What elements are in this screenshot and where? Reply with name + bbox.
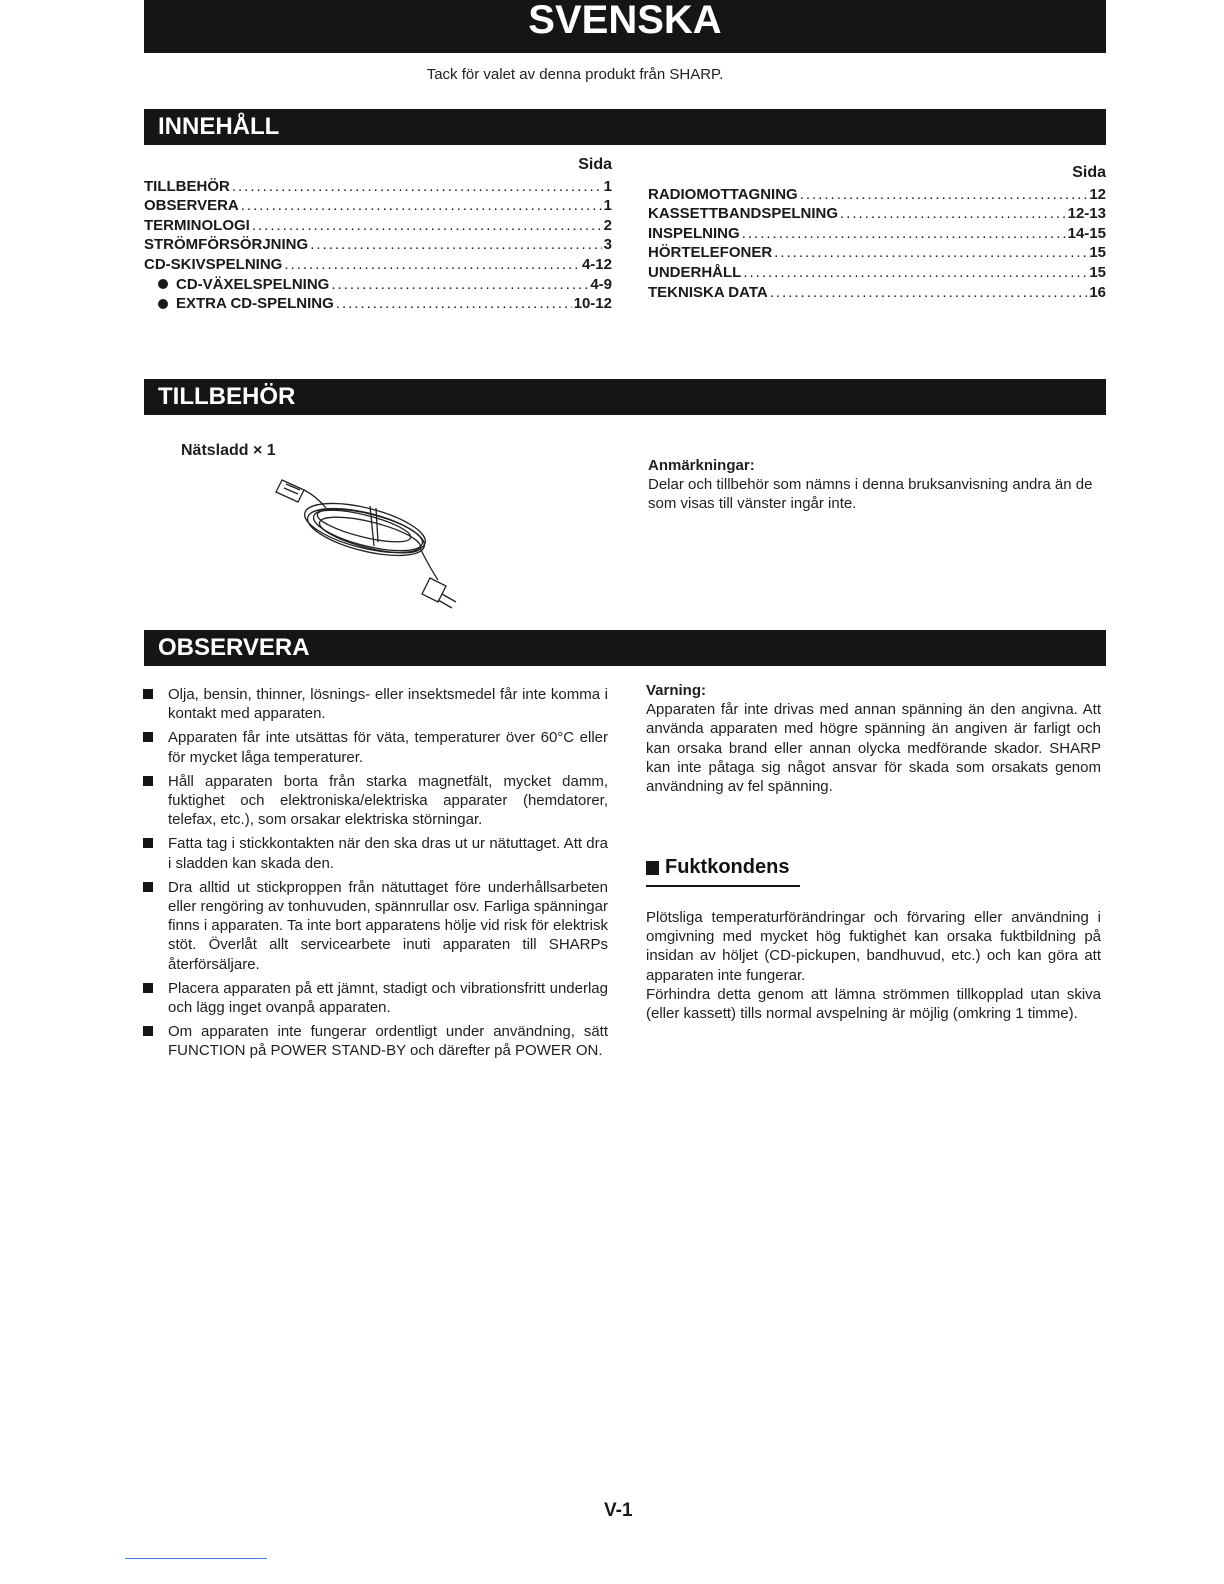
list-item <box>143 878 608 974</box>
toc-entry-text: TERMINOLOGI <box>144 216 250 234</box>
warning-block <box>646 681 1101 796</box>
toc-leader-dots <box>336 294 572 314</box>
list-item <box>143 728 608 766</box>
toc-entry-label <box>648 224 740 244</box>
list-item-text: Apparaten får inte utsättas för väta, temperaturer över 60°C eller för mycket låga temperaturer. <box>168 729 608 766</box>
square-bullet-icon <box>143 689 153 699</box>
toc-right <box>648 163 1106 302</box>
toc-entry-label <box>648 283 768 303</box>
toc-entry <box>648 263 1106 283</box>
square-bullet-icon <box>143 838 153 848</box>
toc-entry <box>144 196 612 216</box>
contents-heading-bar <box>144 109 1106 145</box>
warning-title: Varning: <box>646 682 707 699</box>
toc-entry <box>144 275 612 295</box>
list-item-text: Håll apparaten borta från starka magnetfält, mycket damm, fuktighet och elektroniska/elektriska apparater (hemdatorer, telefax, etc.), som orsakar elektriska störningar. <box>168 772 608 829</box>
toc-leader-dots <box>774 243 1087 263</box>
toc-entry <box>144 216 612 236</box>
list-item-text: Olja, bensin, thinner, lösnings- eller insektsmedel får inte komma i kontakt med apparaten. <box>168 686 608 723</box>
contents-heading: INNEHÅLL <box>158 113 280 140</box>
toc-leader-dots <box>284 255 580 275</box>
square-bullet-icon <box>143 732 153 742</box>
toc-entry <box>648 185 1106 205</box>
list-item <box>143 772 608 830</box>
warning-text: Apparaten får inte drivas med annan spänning än den angivna. Att använda apparaten med högre spänning än angiven är farligt och kan orsaka brand eller annan olycka medförande skador. SHARP kan inte påtaga sig något ansvar för skada som orsakats genom användning av fel spänning. <box>646 701 1101 796</box>
toc-entry-text: RADIOMOTTAGNING <box>648 185 798 203</box>
list-item <box>143 685 608 723</box>
list-item <box>143 1022 608 1060</box>
toc-entry-text: CD-VÄXELSPELNING <box>176 275 330 293</box>
accessory-item: Nätsladd × 1 <box>181 442 276 459</box>
toc-entry-page: 2 <box>603 216 612 234</box>
accessories-heading: TILLBEHÖR <box>158 383 296 410</box>
toc-entry-page: 4-9 <box>590 275 612 293</box>
notes-text: Delar och tillbehör som nämns i denna bruksanvisning andra än de som visas till vänster ingår inte. <box>648 476 1093 513</box>
observe-list <box>143 685 608 1066</box>
list-item <box>143 979 608 1017</box>
toc-entry-label <box>648 185 798 205</box>
toc-leader-dots <box>742 224 1066 244</box>
square-bullet-icon <box>143 1026 153 1036</box>
toc-entry-label <box>648 204 838 224</box>
toc-entry-text: KASSETTBANDSPELNING <box>648 205 839 223</box>
square-bullet-icon <box>143 882 153 892</box>
observe-heading: OBSERVERA <box>158 634 310 661</box>
toc-entry-label <box>144 235 308 255</box>
observe-heading-bar <box>144 630 1106 666</box>
toc-entry-text: TEKNISKA DATA <box>648 283 768 301</box>
toc-leader-dots <box>241 196 602 216</box>
toc-entry-page: 12 <box>1089 185 1106 203</box>
list-item-text: Dra alltid ut stickproppen från nätuttaget före underhållsarbeten eller rengöring av tonhuvuden, spännrullar osv. Farliga spänningar finns i apparaten. Ta inte bort apparatens hölje vid risk för elektrisk stöt. Överlåt allt servicearbete inuti apparaten till SHARPs återförsäljare. <box>168 878 608 973</box>
toc-entry-page: 10-12 <box>573 295 612 313</box>
toc-entry-label <box>144 216 250 236</box>
toc-leader-dots <box>743 263 1087 283</box>
list-item-text: Fatta tag i stickkontakten när den ska dras ut ur nätuttaget. Att dra i sladden kan skada den. <box>168 835 608 872</box>
toc-entry-label <box>144 255 282 275</box>
square-bullet-icon <box>143 983 153 993</box>
toc-entry-label <box>144 177 230 197</box>
toc-entry <box>648 224 1106 244</box>
toc-entry-label <box>144 196 239 216</box>
toc-entry-page: 4-12 <box>581 255 612 273</box>
bullet-icon <box>158 299 168 309</box>
toc-entry-page: 1 <box>603 197 612 215</box>
toc-entry <box>648 243 1106 263</box>
toc-leader-dots <box>770 283 1088 303</box>
toc-leader-dots <box>331 275 588 295</box>
toc-entry-text: STRÖMFÖRSÖRJNING <box>144 236 309 254</box>
mains-plug-icon <box>422 578 446 602</box>
toc-entry-page: 15 <box>1089 263 1106 281</box>
toc-entry <box>144 235 612 255</box>
toc-entry-text: HÖRTELEFONER <box>648 244 773 262</box>
toc-entry <box>648 204 1106 224</box>
condensation-text-2: Förhindra detta genom att lämna strömmen tillkopplad utan skiva (eller kassett) tills normal avspelning är möjlig (omkring 1 timme). <box>646 985 1101 1023</box>
toc-entry <box>144 177 612 197</box>
toc-entry-text: UNDERHÅLL <box>648 263 742 281</box>
intro-text: Tack för valet av denna produkt från SHARP. <box>426 66 724 83</box>
condensation-block <box>646 908 1101 1023</box>
toc-entry-label <box>144 294 334 314</box>
toc-entry-label <box>648 263 741 283</box>
condensation-title: Fuktkondens <box>665 856 790 878</box>
condensation-heading-block <box>646 856 800 887</box>
toc-leader-dots <box>252 216 602 236</box>
toc-entry-page: 3 <box>603 236 612 254</box>
power-cord-illustration <box>270 470 470 615</box>
list-item-text: Om apparaten inte fungerar ordentligt under användning, sätt FUNCTION på POWER STAND-BY och därefter på POWER ON. <box>168 1023 608 1060</box>
toc-entry-label <box>144 275 329 295</box>
footer-rule <box>125 1558 267 1559</box>
toc-entry-text: OBSERVERA <box>144 197 239 215</box>
toc-page-label: Sida <box>1072 164 1106 181</box>
toc-entry-text: CD-SKIVSPELNING <box>144 255 283 273</box>
toc-entry-page: 12-13 <box>1067 205 1106 223</box>
bullet-icon <box>158 279 168 289</box>
toc-entry-page: 15 <box>1089 244 1106 262</box>
notes-title: Anmärkningar: <box>648 457 755 474</box>
page-title: SVENSKA <box>528 0 722 42</box>
list-item <box>143 834 608 872</box>
toc-leader-dots <box>310 235 601 255</box>
page-number: V-1 <box>604 1500 633 1521</box>
accessory-notes <box>648 456 1106 514</box>
toc-entry-page: 1 <box>603 177 612 195</box>
toc-entry-text: EXTRA CD-SPELNING <box>176 295 334 313</box>
condensation-text-1: Plötsliga temperaturförändringar och förvaring eller användning i omgivning med mycket hög fuktighet kan orsaka fuktbildning på insidan av höljet (CD-pickupen, bandhuvud, etc.) och kan göra att apparaten inte fungerar. <box>646 909 1101 984</box>
toc-entry-page: 16 <box>1089 283 1106 301</box>
toc-leader-dots <box>800 185 1088 205</box>
toc-entry-page: 14-15 <box>1067 224 1106 242</box>
toc-left <box>144 155 612 314</box>
toc-entry <box>648 283 1106 303</box>
toc-leader-dots <box>232 177 602 197</box>
square-bullet-icon <box>646 861 659 875</box>
toc-entry <box>144 294 612 314</box>
toc-page-label: Sida <box>578 156 612 173</box>
toc-entry-text: TILLBEHÖR <box>144 177 230 195</box>
list-item-text: Placera apparaten på ett jämnt, stadigt och vibrationsfritt underlag och lägg inget ovanpå apparaten. <box>168 979 608 1017</box>
toc-entry-label <box>648 243 772 263</box>
square-bullet-icon <box>143 776 153 786</box>
toc-leader-dots <box>840 204 1066 224</box>
accessories-heading-bar <box>144 379 1106 415</box>
toc-entry-text: INSPELNING <box>648 224 740 242</box>
title-bar <box>144 0 1106 53</box>
toc-entry <box>144 255 612 275</box>
heading-underline <box>646 885 800 887</box>
